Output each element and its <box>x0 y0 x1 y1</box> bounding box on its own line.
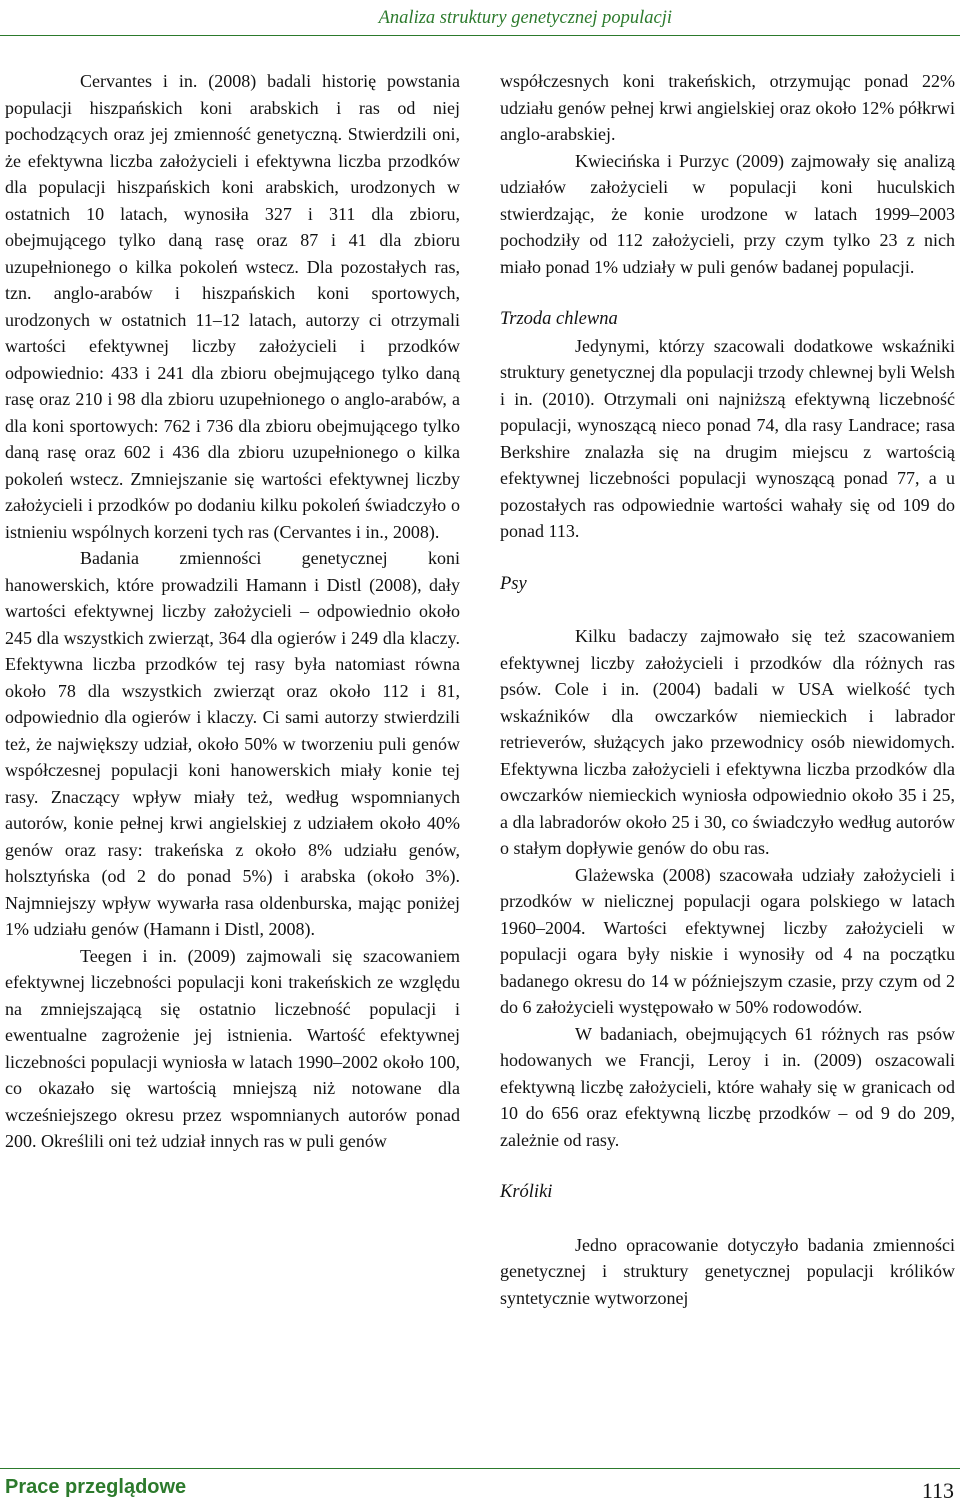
running-title: Analiza struktury genetycznej populacji <box>378 8 672 28</box>
footer-rule <box>0 1468 960 1469</box>
paragraph-teegen: Teegen i in. (2009) zajmowali się szacowaniem efektywnej liczebności populacji koni trakeńskich ze względu na zmniejszającą się ostatnio liczebność populacji i ewentualne zagrożenie jej istnienia. Wartość efektywnej liczebności populacji wyniosła w latach 1990–2002 około 100, co okazało się wartością mniejszą niż notowane dla wcześniejszego okresu przez wspomnianych autorów ponad 200. Określili oni też udział innych ras w puli genów <box>5 945 460 1151</box>
paragraph-glazewska: Glażewska (2008) szacowała udziały założycieli i przodków w nielicznej populacji ogara polskiego w latach 1960–2004. Wartości efektywnej liczby założycieli w populacji ogara były niskie i wynosiły od 4 na początku badanego okresu do 14 w późniejszym czasie, przy czym od 2 do 6 założycieli występowało w 50% rodowodów. <box>500 864 955 1017</box>
paragraph-continuation: współczesnych koni trakeńskich, otrzymując ponad 22% udziału genów pełnej krwi angielskiej oraz około 12% półkrwi anglo-arabskiej. <box>500 71 955 144</box>
section-heading-trzoda: Trzoda chlewna <box>500 309 618 329</box>
left-column <box>5 68 460 1155</box>
page-number: 113 <box>921 1478 954 1503</box>
right-column <box>500 68 955 1311</box>
paragraph-cervantes: Cervantes i in. (2008) badali historię powstania populacji hiszpańskich koni arabskich i ras od niej pochodzących oraz jej zmienność genetyczną. Stwierdzili oni, że efektywna liczba założycieli i efektywna liczba przodków dla populacji hiszpańskich koni arabskich, urodzonych w ostatnich 10 latach, wynosiła 327 i 311 dla zbioru, obejmującego tylko daną rasę oraz 87 i 41 dla zbioru uzupełnionego o kilka pokoleń wstecz. Dla pozostałych ras, tzn. anglo-arabów i hiszpańskich koni sportowych, urodzonych w ostatnich 11–12 latach, autorzy ci otrzymali wartości efektywnej liczby założycieli i przodków odpowiednio: 433 i 241 dla zbioru obejmującego tylko daną rasę oraz 210 i 98 dla zbioru uzupełnionego o anglo-arabów, a dla koni sportowych: 762 i 736 dla zbioru obejmującego tylko daną rasę oraz 602 i 436 dla zbioru uzupełnionego o kilka pokoleń wstecz. Zmniejszanie się wartości efektywnej liczby założycieli i przodków po dodaniu kilku pokoleń świadczyło o istnieniu wspólnych korzeni tych ras (Cervantes i in., 2008). <box>5 71 460 542</box>
paragraph-hamann: Badania zmienności genetycznej koni hanowerskich, które prowadzili Hamann i Distl (2008), dały wartości efektywnej liczby założycieli – odpowiednio około 245 dla wszystkich zwierząt, 364 dla ogierów i 249 dla klaczy. Efektywna liczba przodków tej rasy była natomiast równa około 78 dla wszystkich zwierząt oraz około 112 i 81, odpowiednio dla ogierów i klaczy. Ci sami autorzy stwierdzili też, że największy udział, około 50% w tworzeniu puli genów współczesnej populacji koni hanowerskich miały konie tej rasy. Znaczący wpływ miały też, według wspomnianych autorów, konie pełnej krwi angielskiej z udziałem około 40% genów oraz rasy: trakeńska z około 8% udziału genów, holsztyńska (od 2 do ponad 5%) i arabska (około 3%). Najmniejszy wpływ wywarła rasa oldenburska, mając poniżej 1% udziału genów (Hamann i Distl, 2008). <box>5 548 460 939</box>
header-rule <box>0 35 960 36</box>
section-heading-kroliki: Króliki <box>500 1182 553 1202</box>
paragraph-kroliki: Jedno opracowanie dotyczyło badania zmienności genetycznej i struktury genetycznej populacji królików syntetycznie wytworzonej <box>500 1234 955 1308</box>
section-heading-psy: Psy <box>500 573 527 594</box>
paragraph-kwiecinska: Kwiecińska i Purzyc (2009) zajmowały się analizą udziałów założycieli w populacji koni huculskich stwierdzając, że konie urodzone w latach 1999–2003 pochodziły od 112 założycieli, przy czym tylko 23 z nich miało ponad 1% udziały w puli genów badanej populacji. <box>500 150 955 277</box>
footer-label: Prace przeglądowe <box>5 1476 187 1498</box>
paragraph-cole: Kilku badaczy zajmowało się też szacowaniem efektywnej liczby założycieli i przodków dla różnych ras psów. Cole i in. (2004) badali w USA wielkość tych wskaźników dla owczarków niemieckich i labrador retrieverów, służących jako przewodnicy osób niewidomych. Efektywna liczba założycieli i efektywna liczba przodków dla owczarków niemieckich wyniosła odpowiednio około 35 i 25, a dla labradorów około 25 i 30, co świadczyło według autorów o stałym dopływie genów do obu ras. <box>500 626 955 858</box>
paragraph-leroy: W badaniach, obejmujących 61 różnych ras psów hodowanych we Francji, Leroy i in. (2009) oszacowali efektywną liczbę założycieli, które wahały się w granicach od 10 do 656 oraz efektywną liczbę przodków – od 9 do 209, zależnie od rasy. <box>500 1023 955 1150</box>
paragraph-welsh: Jedynymi, którzy szacowali dodatkowe wskaźniki struktury genetycznej dla populacji trzody chlewnej byli Welsh i in. (2010). Otrzymali oni najniższą efektywną liczebność populacji, wynoszącą nieco ponad 74, dla rasy Landrace; rasa Berkshire znalazła się na drugim miejscu z wartością efektywnej liczebności populacji wynoszącą ponad 77, a u pozostałych ras odpowiednie wartości wahały się od 109 do ponad 113. <box>500 335 955 541</box>
